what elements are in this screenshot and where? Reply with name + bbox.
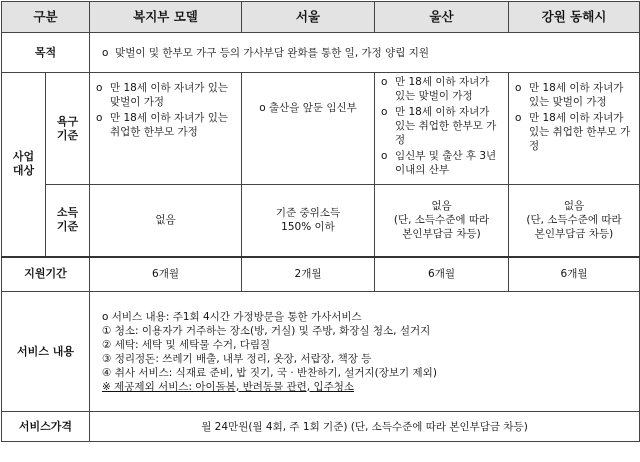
period-row	[2, 257, 640, 292]
income-donghae	[509, 185, 640, 257]
target-label-line2: 대상	[12, 164, 35, 178]
service-line-3: ② 세탁: 세탁 및 세탁물 수거, 다림질	[102, 338, 271, 351]
service-line-1: o 서비스 내용: 주1회 4시간 가정방문을 통한 가사서비스	[102, 310, 362, 323]
income-seoul	[242, 185, 375, 257]
header-row	[2, 2, 640, 33]
bullet-marker: o	[259, 102, 266, 114]
income-seoul-line2: 150% 이하	[281, 221, 335, 234]
income-donghae-line1: 없음	[563, 200, 585, 213]
service-line-4: ③ 정리정돈: 쓰레기 배출, 내부 정리, 옷장, 서랍장, 책장 등	[102, 352, 372, 365]
bullet-marker: o	[515, 112, 522, 124]
need-ulsan	[375, 73, 509, 185]
price-text: 월 24만원(월 4회, 주 1회 기준) (단, 소득수준에 따라 본인부담금 차등)	[90, 412, 640, 442]
need-welfare-item-2: 만 18세 이하 자녀가 있는 취업한 한부모 가정	[110, 112, 228, 138]
income-seoul-line1: 기준 중위소득	[275, 207, 341, 220]
purpose-text: 맞벌이 및 한부모 가구 등의 가사부담 완화를 통한 일, 가정 양립 지원	[115, 46, 430, 59]
need-criteria-row	[2, 73, 640, 185]
income-welfare: 없음	[90, 185, 242, 257]
header-seoul: 서울	[242, 2, 375, 33]
header-welfare-model: 복지부 모델	[90, 2, 242, 33]
purpose-label: 목적	[2, 33, 90, 73]
header-donghae: 강원 동해시	[509, 2, 640, 33]
service-excluded: ※ 제공제외 서비스: 아이돌봄, 반려동물 관련, 입주청소	[102, 380, 355, 393]
income-ulsan-line3: 본인부담금 차등)	[402, 228, 481, 241]
period-ulsan: 6개월	[375, 257, 509, 292]
bullet-marker: o	[515, 82, 522, 94]
target-label-line1: 사업	[12, 150, 35, 164]
price-row	[2, 412, 640, 442]
bullet-marker: o	[381, 106, 388, 118]
period-label: 지원기간	[2, 257, 90, 292]
income-ulsan-line1: 없음	[431, 200, 452, 213]
period-welfare: 6개월	[90, 257, 242, 292]
bullet-marker: o	[96, 82, 103, 94]
need-donghae-item-2: 만 18세 이하 자녀가 있는 취업한 한부모 가정	[529, 112, 631, 152]
service-line-2: ① 청소: 이용자가 거주하는 장소(방, 거실) 및 주방, 화장실 청소, 설거지	[102, 324, 431, 337]
purpose-cell	[90, 33, 640, 73]
income-ulsan-line2: (단, 소득수준에 따라	[393, 214, 490, 227]
purpose-row	[2, 33, 640, 73]
bullet-marker: o	[102, 46, 109, 59]
need-welfare-item-1: 만 18세 이하 자녀가 있는 맞벌이 가정	[110, 82, 228, 108]
price-label: 서비스가격	[2, 412, 90, 442]
header-ulsan: 울산	[375, 2, 509, 33]
income-label	[46, 185, 90, 257]
income-criteria-row	[2, 185, 640, 257]
need-label	[46, 73, 90, 185]
service-label: 서비스 내용	[2, 292, 90, 412]
need-label-line2: 기준	[56, 128, 79, 142]
income-donghae-line2: (단, 소득수준에 따라	[526, 214, 622, 227]
need-seoul	[242, 73, 375, 185]
need-seoul-item-1: 출산을 앞둔 임신부	[268, 102, 357, 114]
period-donghae: 6개월	[509, 257, 640, 292]
service-row	[2, 292, 640, 412]
need-welfare	[90, 73, 242, 185]
service-line-5: ④ 취사 서비스: 식재료 준비, 밥 짓기, 국 · 반찬하기, 설거지(장보기 제외)	[102, 366, 437, 379]
income-label-line2: 기준	[56, 220, 79, 234]
need-donghae	[509, 73, 640, 185]
income-label-line1: 소득	[56, 206, 79, 220]
bullet-marker: o	[381, 150, 388, 162]
program-comparison-table	[1, 1, 640, 442]
need-ulsan-item-2: 만 18세 이하 자녀가 있는 취업한 한부모 가정	[395, 106, 497, 146]
service-cell	[90, 292, 640, 412]
need-donghae-item-1: 만 18세 이하 자녀가 있는 맞벌이 가정	[529, 82, 624, 108]
income-ulsan	[375, 185, 509, 257]
bullet-marker: o	[96, 112, 103, 124]
period-seoul: 2개월	[242, 257, 375, 292]
need-ulsan-item-1: 만 18세 이하 자녀가 있는 맞벌이 가정	[395, 76, 490, 102]
income-donghae-line3: 본인부담금 차등)	[534, 228, 614, 241]
target-label	[2, 73, 46, 257]
header-category: 구분	[2, 2, 90, 33]
bullet-marker: o	[381, 76, 388, 88]
need-ulsan-item-3: 임신부 및 출산 후 3년 이내의 산부	[395, 150, 497, 176]
need-label-line1: 욕구	[56, 114, 79, 128]
